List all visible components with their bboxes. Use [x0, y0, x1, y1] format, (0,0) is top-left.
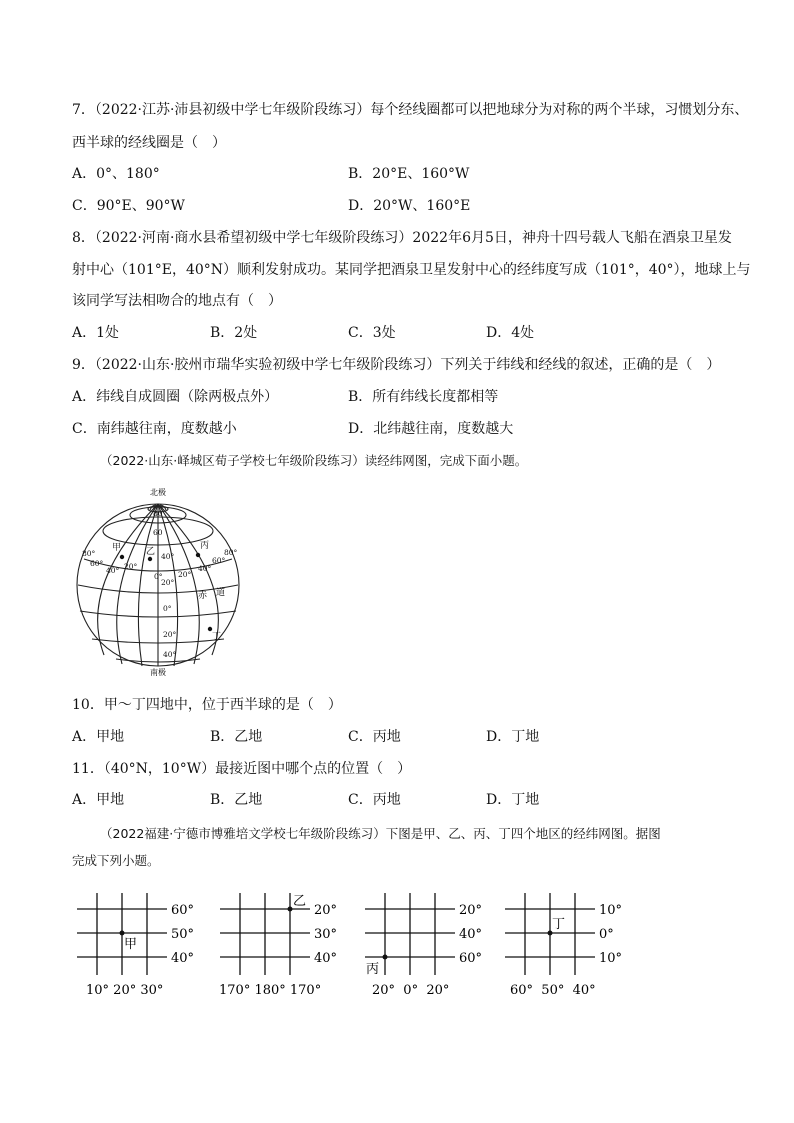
q11-option-a: A．甲地 [72, 792, 125, 808]
lat-label: 20° [163, 630, 177, 639]
q10-option-a: A．甲地 [72, 729, 125, 745]
south-pole-label: 南极 [150, 668, 166, 677]
q9-stem-line1: 9．（2022·山东·胶州市瑞华实验初级中学七年级阶段练习）下列关于纬线和经线的叙述，正确的是（ ） [72, 357, 721, 373]
grid-lon-labels: 20° 0° 20° [372, 983, 450, 998]
globe-figure [70, 483, 250, 679]
lon-label: 80° [224, 548, 238, 557]
q8-stem-line3: 该同学写法相吻合的地点有（ ） [72, 293, 282, 309]
point-bing [196, 553, 200, 557]
grid-lat-label: 20° [314, 903, 338, 918]
grid-point-label: 丁 [552, 917, 566, 932]
grid-lat-label: 60° [459, 951, 483, 966]
grid-lat-label: 40° [171, 951, 195, 966]
q7-option-a: A．0°、180° [72, 166, 160, 182]
lat-label: 40° [161, 552, 175, 561]
point-label-bing: 丙 [200, 541, 210, 551]
q8-stem-line2: 射中心（101°E，40°N）顺利发射成功。某同学把酒泉卫星发射中心的经纬度写成（101°，40°），地球上与 [72, 262, 751, 278]
lon-label: 20° [124, 562, 138, 571]
point-ding [208, 627, 212, 631]
grid-figure-yi [215, 893, 355, 1003]
point-label-yi: 乙 [146, 547, 156, 557]
lon-label: 80° [82, 549, 96, 558]
grid-point [288, 907, 293, 912]
q8-option-a: A．1处 [72, 325, 120, 341]
lon-label: 20° [178, 570, 192, 579]
q10-option-c: C．丙地 [348, 729, 401, 745]
lon-label: 0° [154, 572, 163, 581]
q11-option-b: B．乙地 [210, 792, 263, 808]
q8-option-d: D．4处 [486, 325, 535, 341]
grid-figure-jia [72, 893, 212, 1003]
q9-option-c: C．南纬越往南，度数越小 [72, 421, 237, 437]
grid-lon-labels: 170° 180° 170° [219, 983, 322, 998]
grid-figure-ding [500, 893, 640, 1003]
lat-label: 0° [163, 604, 172, 613]
q10-option-d: D．丁地 [486, 729, 540, 745]
q11-option-c: C．丙地 [348, 792, 401, 808]
section-intro-globe: （2022·山东·峄城区荀子学校七年级阶段练习）读经纬网图，完成下面小题。 [100, 453, 528, 468]
grid-point-label: 乙 [293, 894, 307, 909]
q7-stem-line2: 西半球的经线圈是（ ） [72, 135, 226, 151]
q7-option-d: D．20°W、160°E [348, 198, 471, 214]
lat-label: 60 [153, 528, 163, 537]
section-intro-grids-line2: 完成下列小题。 [72, 853, 160, 868]
equator-label-2: 道 [216, 588, 226, 598]
grid-lon-labels: 10° 20° 30° [86, 983, 164, 998]
q11-stem-line1: 11．（40°N，10°W）最接近图中哪个点的位置（ ） [72, 761, 412, 777]
q7-option-c: C．90°E、90°W [72, 198, 185, 214]
grid-lat-label: 20° [459, 903, 483, 918]
grid-point-label: 丙 [366, 962, 380, 977]
q8-stem-line1: 8．（2022·河南·商水县希望初级中学七年级阶段练习）2022年6月5日，神舟十四号载人飞船在酒泉卫星发 [72, 230, 732, 246]
lon-label: 40° [198, 564, 212, 573]
lat-label: 40° [163, 650, 177, 659]
grid-lat-label: 40° [314, 951, 338, 966]
q10-option-b: B．乙地 [210, 729, 263, 745]
equator-label-1: 赤 [198, 591, 208, 601]
grid-point [383, 955, 388, 960]
grid-lat-label: 60° [171, 903, 195, 918]
q7-stem-line1: 7．（2022·江苏·沛县初级中学七年级阶段练习）每个经线圈都可以把地球分为对称的两个半球，习惯划分东、 [72, 102, 749, 118]
grid-figure-bing [360, 893, 500, 1003]
q11-option-d: D．丁地 [486, 792, 540, 808]
point-label-jia: 甲 [112, 543, 122, 553]
q8-option-c: C．3处 [348, 325, 396, 341]
lon-label: 60° [212, 556, 226, 565]
q10-stem-line1: 10．甲～丁四地中，位于西半球的是（ ） [72, 697, 342, 713]
lat-label: 20° [161, 578, 175, 587]
grid-lat-label: 0° [599, 927, 614, 942]
lon-label: 40° [106, 566, 120, 575]
section-intro-grids-line1: （2022福建·宁德市博雅培文学校七年级阶段练习）下图是甲、乙、丙、丁四个地区的经纬网图。据图 [100, 826, 661, 841]
lat-label: 80 [153, 509, 163, 518]
north-pole-label: 北极 [150, 488, 166, 497]
grid-point-label: 甲 [124, 937, 138, 952]
q9-option-d: D．北纬越往南，度数越大 [348, 421, 514, 437]
point-jia [120, 555, 124, 559]
q9-option-b: B．所有纬线长度都相等 [348, 389, 499, 405]
point-yi [148, 557, 152, 561]
lon-label: 60° [90, 559, 104, 568]
grid-lon-labels: 60° 50° 40° [510, 983, 596, 998]
point-label-ding: 丁 [212, 632, 222, 642]
grid-lat-label: 50° [171, 927, 195, 942]
grid-lat-label: 10° [599, 951, 623, 966]
grid-point [120, 931, 125, 936]
q9-option-a: A．纬线自成圆圈（除两极点外） [72, 389, 279, 405]
grid-lat-label: 30° [314, 927, 338, 942]
grid-lat-label: 10° [599, 903, 623, 918]
q7-option-b: B．20°E、160°W [348, 166, 470, 182]
q8-option-b: B．2处 [210, 325, 258, 341]
grid-lat-label: 40° [459, 927, 483, 942]
